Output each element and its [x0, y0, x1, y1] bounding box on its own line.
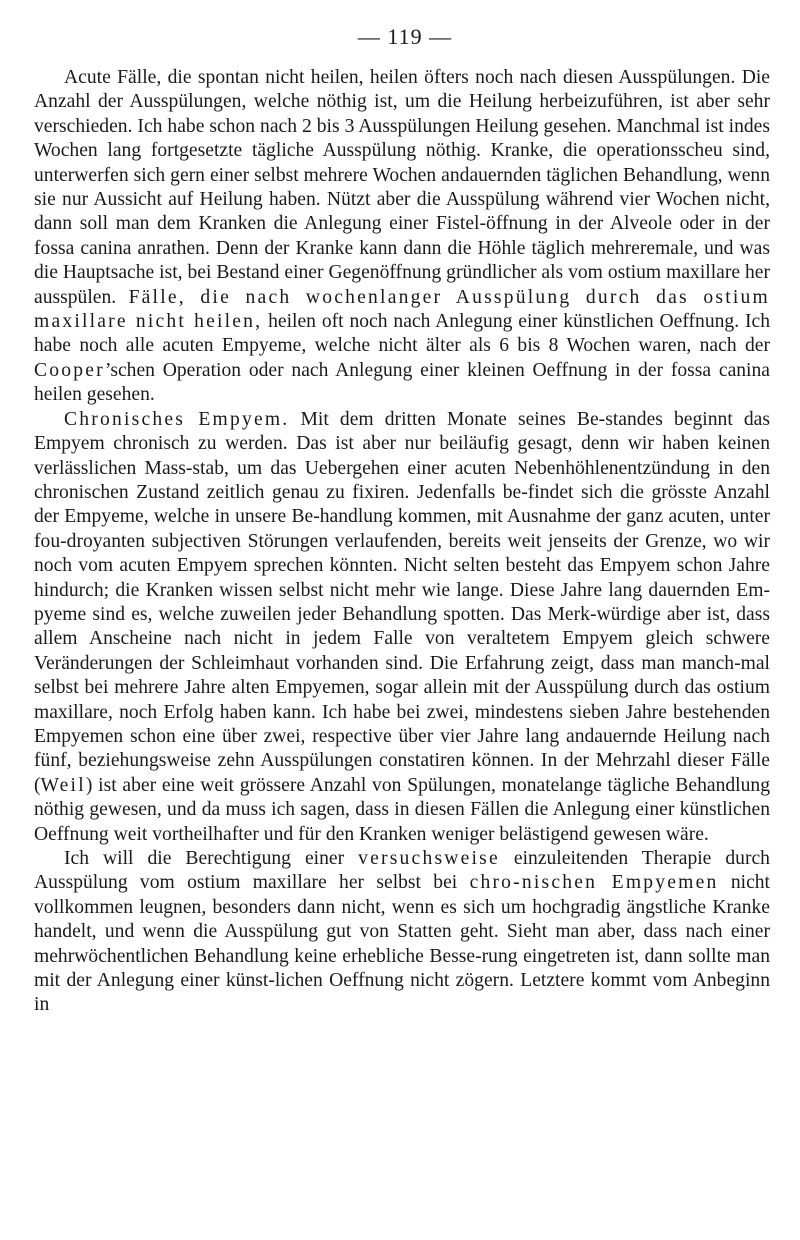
paragraph-therapy: [34, 847, 770, 1018]
section-heading-inline: Chronisches Empyem.: [64, 408, 290, 430]
text-run: ) ist aber eine weit grössere Anzahl von Spülungen, monatelange tägliche Behandlung nöthig gewesen, und da muss ich sagen, dass in diesen Fällen die Anlegung einer künstlichen Oeffnung weit vortheilhafter und für den Kranken weniger belästigend gewesen wäre.: [34, 774, 770, 845]
text-run: Acute Fälle, die spontan nicht heilen, heilen öfters noch nach diesen Ausspülungen. Die Anzahl der Ausspülungen, welche nöthig ist, um die Heilung herbeizuführen, ist aber sehr verschieden. Ich habe schon nach 2 bis 3 Ausspülungen Heilung gesehen. Manchmal ist indes Wochen lang fortgesetzte tägliche Ausspülung nöthig. Kranke, die operationsscheu sind, unterwerfen sich gern einer selbst mehrere Wochen andauernden täglichen Behandlung, wenn sie nur Aussicht auf Heilung haben. Nützt aber die Ausspülung während vier Wochen nicht, dann soll man dem Kranken die Anlegung einer Fistel-öffnung in der Alveole oder in der fossa canina anrathen. Denn der Kranke kann dann die Höhle täglich mehreremale, und was die Hauptsache ist, bei Bestand einer Gegenöffnung gründlicher als vom ostium maxillare her ausspülen.: [34, 67, 770, 308]
book-page: [34, 22, 770, 1018]
page-number: — 119 —: [357, 24, 453, 49]
spaced-emphasis: Fälle, die nach wochenlanger Ausspülung durch das ostium maxillare nicht heilen,: [34, 286, 770, 333]
text-run: Ich will die Berechtigung einer: [64, 848, 359, 869]
text-run: ’schen Operation oder nach Anlegung einer kleinen Oeffnung in der fossa canina heilen gesehen.: [34, 359, 770, 406]
paragraph-acute-cases: [34, 66, 770, 408]
text-run: nicht vollkommen leugnen, besonders dann nicht, wenn es sich um hochgradig ängstliche Kranke handelt, und wenn die Ausspülung gut von Statten geht. Sieht man aber, dass nach einer mehrwöchentlichen Behandlung keine erhebliche Besse-rung eingetreten ist, dann sollte man mit der Anlegung einer künst-lichen Oeffnung nicht zögern. Letztere kommt vom Anbeginn in: [34, 872, 771, 1016]
text-run: Mit dem dritten Monate seines Be-standes beginnt das Empyem chronisch zu werden. Das ist aber nur beiläufig gesagt, denn wir haben keinen verlässlichen Mass-stab, um das Uebergehen einer acuten Nebenhöhlenentzündung in den chronischen Zustand zeitlich genau zu fixiren. Jedenfalls be-findet sich die grösste Anzahl der Empyeme, welche in unsere Be-handlung kommen, mit Ausnahme der ganz acuten, unter fou-droyanten subjectiven Störungen verlaufenden, bereits weit jenseits der Grenze, wo wir noch vom acuten Empyem sprechen könnten. Nicht selten besteht das Empyem schon Jahre hindurch; die Kranken wissen selbst nicht mehr wie lange. Diese Jahre lang dauernden Em-pyeme sind es, welche zuweilen jeder Behandlung spotten. Das Merk-würdige aber ist, dass allem Anscheine nach nicht in jedem Falle von veraltetem Empyem gleich schwere Veränderungen der Schleimhaut vorhanden sind. Die Erfahrung zeigt, dass man manch-mal selbst bei mehrere Jahre alten Empyemen, sogar allein mit der Ausspülung durch das ostium maxillare, noch Erfolg haben kann. Ich habe bei zwei, mindestens sieben Jahre bestehenden Empyemen schon eine über zwei, respective über vier Jahre lang andauernde Heilung nach fünf, beziehungsweise zehn Ausspülungen constatiren können. In der Mehrzahl dieser Fälle (: [34, 408, 770, 796]
paragraph-chronic-empyema: [34, 408, 770, 847]
spaced-emphasis-name: Weil: [40, 774, 86, 796]
text-run: heilen oft noch nach Anlegung einer künstlichen Oeffnung. Ich habe noch alle acuten Empyeme, welche nicht älter als 6 bis 8 Wochen waren, nach der: [34, 311, 770, 357]
body-text: [34, 66, 770, 1018]
text-run: einzuleitenden Therapie durch Ausspülung vom ostium maxillare her selbst bei: [34, 848, 770, 894]
spaced-emphasis: versuchsweise: [358, 848, 500, 869]
spaced-emphasis-name: Cooper: [34, 359, 105, 381]
spaced-emphasis: chro-nischen Empyemen: [469, 872, 719, 894]
